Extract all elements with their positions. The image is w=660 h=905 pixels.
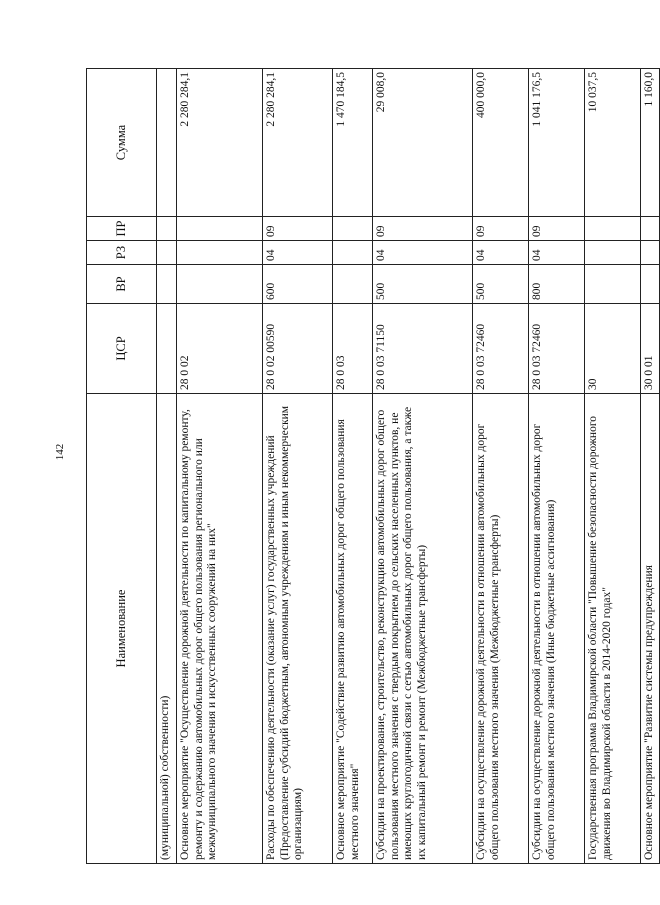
cell-vr [333, 265, 373, 304]
header-vr: ВР [87, 265, 157, 304]
cell-name: Основное мероприятие "Развитие системы предупреждения [641, 394, 660, 864]
table-row [529, 69, 585, 864]
cell-vr: 800 [529, 265, 585, 304]
cell-vr: 500 [473, 265, 529, 304]
cell-csr: 28 0 02 [177, 304, 263, 394]
cell-rz [177, 241, 263, 265]
cell-rz: 04 [263, 241, 333, 265]
cell-sum: 2 280 284,1 [177, 69, 263, 217]
cell-rz [585, 241, 641, 265]
cell-name: Основное мероприятие "Содействие развитию автомобильных дорог общего пользования местного значения" [333, 394, 373, 864]
cell-csr: 28 0 03 [333, 304, 373, 394]
header-pr: ПР [87, 217, 157, 241]
table-header-row [87, 69, 157, 864]
cell-sum: 1 160,0 [641, 69, 660, 217]
cell-sum: 1 470 184,5 [333, 69, 373, 217]
cell-pr [177, 217, 263, 241]
cell-pr: 09 [373, 217, 473, 241]
table-row [641, 69, 660, 864]
cell-name: Субсидии на осуществление дорожной деятельности в отношении автомобильных дорог общего пользования местного значения (Иные бюджетные ассигнования) [529, 394, 585, 864]
cell-vr [585, 265, 641, 304]
cell-vr [177, 265, 263, 304]
cell-name: Основное мероприятие "Осуществление дорожной деятельности по капитальному ремонту, ремонту и содержанию автомобильных дорог общего пользования регионального или межмуниципального значения и искусственных сооружений на них" [177, 394, 263, 864]
cell-rz [641, 241, 660, 265]
budget-table [86, 68, 660, 864]
cell-csr: 28 0 03 71150 [373, 304, 473, 394]
cell-pr: 09 [529, 217, 585, 241]
cell-name: (муниципальной) собственности) [157, 394, 177, 864]
cell-pr [641, 217, 660, 241]
table-row [263, 69, 333, 864]
cell-rz: 04 [529, 241, 585, 265]
cell-pr: 09 [263, 217, 333, 241]
cell-rz: 04 [473, 241, 529, 265]
cell-sum: 29 008,0 [373, 69, 473, 217]
cell-sum [157, 69, 177, 217]
cell-sum: 2 280 284,1 [263, 69, 333, 217]
cell-name: Субсидии на проектирование, строительство, реконструкцию автомобильных дорог общего пользования местного значения с твердым покрытием до сельских населенных пунктов, не имеющих круглогодичной связи с сетью автомобильных дорог общего пользования, а также их капитальный ремонт и ремонт (Межбюджетные трансферты) [373, 394, 473, 864]
cell-sum: 1 041 176,5 [529, 69, 585, 217]
page-number: 142 [54, 443, 66, 461]
cell-name: Государственная программа Владимирской области "Повышение безопасности дорожного движения во Владимирской области в 2014-2020 годах" [585, 394, 641, 864]
header-name: Наименование [87, 394, 157, 864]
header-rz: РЗ [87, 241, 157, 265]
table-row [473, 69, 529, 864]
cell-name: Расходы по обеспечению деятельности (оказание услуг) государственных учреждений (Предоставление субсидий бюджетным, автономным учреждениям и иным некоммерческим организациям) [263, 394, 333, 864]
cell-pr [157, 217, 177, 241]
table-row [177, 69, 263, 864]
cell-csr: 30 0 01 [641, 304, 660, 394]
cell-sum: 10 037,5 [585, 69, 641, 217]
table-row [373, 69, 473, 864]
cell-name: Субсидии на осуществление дорожной деятельности в отношении автомобильных дорог общего пользования местного значения (Межбюджетные трансферты) [473, 394, 529, 864]
cell-csr: 28 0 03 72460 [529, 304, 585, 394]
table-row [333, 69, 373, 864]
table-row [585, 69, 641, 864]
cell-csr: 28 0 02 00590 [263, 304, 333, 394]
cell-pr [333, 217, 373, 241]
header-sum: Сумма [87, 69, 157, 217]
cell-csr [157, 304, 177, 394]
header-csr: ЦСР [87, 304, 157, 394]
cell-rz [333, 241, 373, 265]
cell-pr [585, 217, 641, 241]
cell-vr: 600 [263, 265, 333, 304]
cell-vr: 500 [373, 265, 473, 304]
cell-csr: 30 [585, 304, 641, 394]
cell-vr [157, 265, 177, 304]
cell-pr: 09 [473, 217, 529, 241]
cell-rz: 04 [373, 241, 473, 265]
cell-csr: 28 0 03 72460 [473, 304, 529, 394]
rotated-page [86, 69, 655, 864]
cell-vr [641, 265, 660, 304]
cell-sum: 400 000,0 [473, 69, 529, 217]
cell-rz [157, 241, 177, 265]
table-row [157, 69, 177, 864]
